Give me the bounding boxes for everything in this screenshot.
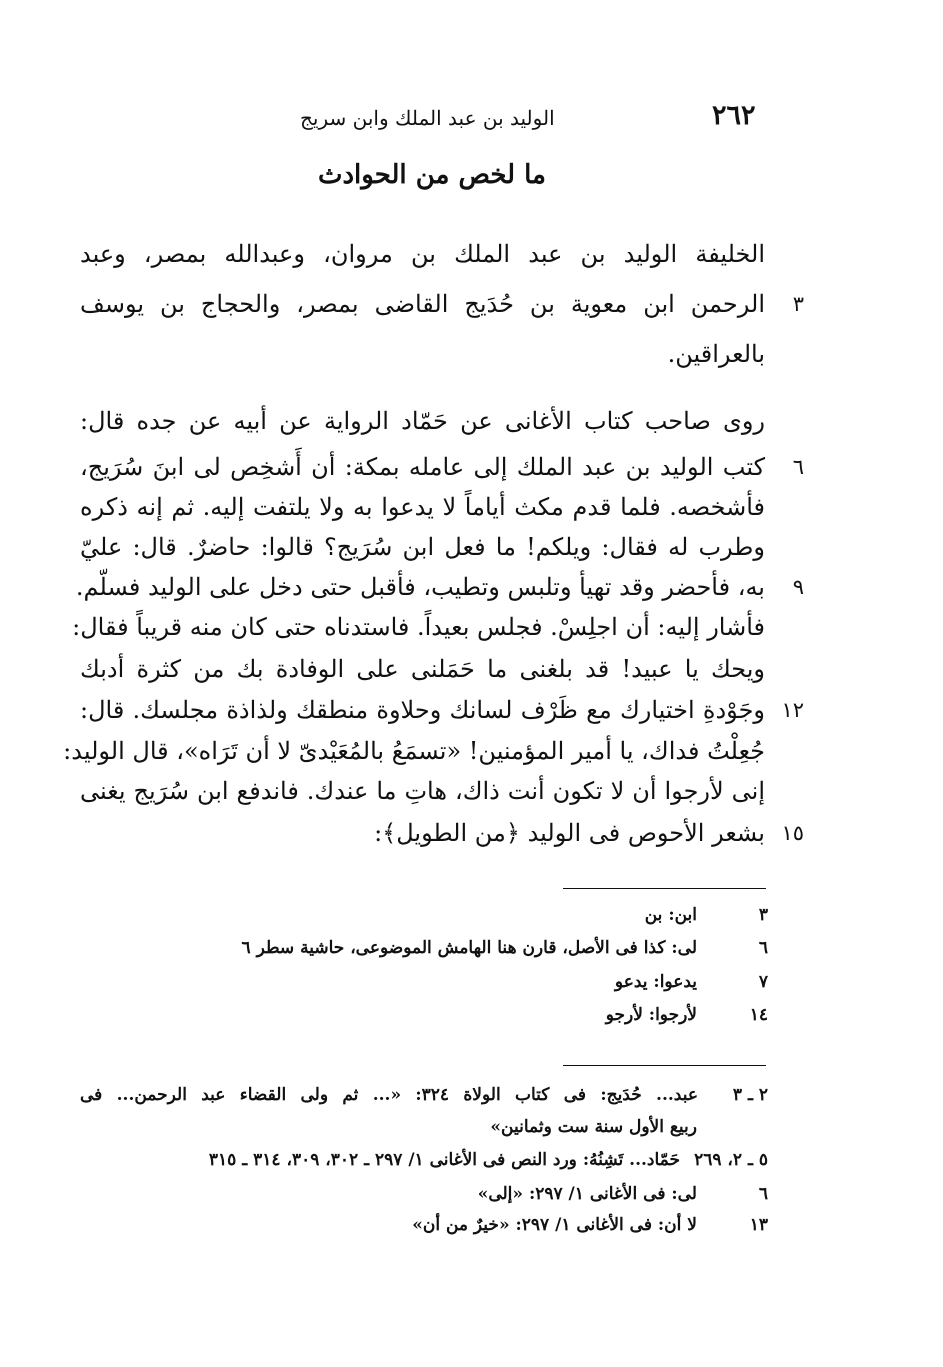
note-number: ٣ bbox=[758, 905, 768, 925]
body-line: روى صاحب كتاب الأغانى عن حَمّاد الرواية عن أبيه عن جده قال: bbox=[80, 407, 765, 435]
body-line: الخليفة الوليد بن عبد الملك بن مروان، وعبدالله بمصر، وعبد bbox=[80, 240, 765, 268]
line-number: ٣ bbox=[792, 292, 804, 316]
source-note: لى: فى الأغانى ١/ ٢٩٧: «إلى» bbox=[477, 1184, 697, 1204]
body-line: فأشخصه. فلما قدم مكث أياماً لا يدعوا به ولا يلتفت إليه. ثم إنه ذكره bbox=[80, 493, 765, 521]
line-number: ٦ bbox=[792, 455, 804, 479]
source-note: لا أن: فى الأغانى ١/ ٢٩٧: «خيرٌ من أن» bbox=[412, 1215, 697, 1235]
body-line: ويحك يا عبيد! قد بلغنى ما حَمَلنى على الوفادة بك من كثرة أدبك bbox=[80, 655, 765, 683]
apparatus-note: لأرجوا: لأرجو bbox=[605, 1005, 697, 1025]
note-number: ٧ bbox=[758, 972, 768, 992]
note-number: ٥ ـ ٢، ٢٦٩ bbox=[694, 1150, 768, 1170]
body-line: فأشار إليه: أن اجلِسْ. فجلس بعيداً. فاستدناه حتى كان منه قريباً فقال: bbox=[72, 613, 765, 641]
line-number: ٩ bbox=[792, 575, 804, 599]
note-number: ٦ bbox=[758, 1184, 768, 1204]
apparatus-note: يدعوا: يدعو bbox=[614, 972, 697, 992]
page-number: ٢٦٢ bbox=[712, 100, 756, 131]
apparatus-note: ابن: بن bbox=[644, 905, 697, 925]
body-line: كتب الوليد بن عبد الملك إلى عامله بمكة: أن أَشخِص لى ابنَ سُرَيج، bbox=[80, 453, 765, 481]
apparatus-note: لى: كذا فى الأصل، قارن هنا الهامش الموضوعى، حاشية سطر ٦ bbox=[241, 938, 697, 958]
body-line: الرحمن ابن معوية بن حُدَيج القاضى بمصر، والحجاج بن يوسف bbox=[80, 290, 765, 318]
section-title: ما لخص من الحوادث bbox=[318, 160, 546, 190]
running-head: الوليد بن عبد الملك وابن سريج bbox=[300, 106, 555, 130]
note-number: ٦ bbox=[758, 938, 768, 958]
footnote-rule bbox=[563, 1065, 766, 1066]
footnote-rule bbox=[563, 888, 766, 889]
body-line: وطرب له فقال: ويلكم! ما فعل ابن سُرَيج؟ قالوا: حاضرٌ. قال: عليّ bbox=[80, 533, 765, 561]
source-note: عبد... حُدَيج: فى كتاب الولاة ٣٢٤: «... ثم ولى القضاء عبد الرحمن... فى bbox=[80, 1085, 698, 1105]
body-line: إنى لأرجوا أن لا تكون أنت ذاك، هاتِ ما عندك. فاندفع ابن سُرَيج يغنى bbox=[80, 777, 765, 805]
note-number: ٢ ـ ٣ bbox=[732, 1085, 768, 1105]
body-line: وجَوْدةِ اختيارك مع ظَرْف لسانك وحلاوة منطقك ولذاذة مجلسك. قال: bbox=[80, 696, 765, 724]
source-note-continuation: ربيع الأول سنة ست وثمانين» bbox=[490, 1117, 697, 1137]
source-note: حَمّاد... تَشِنُهُ: ورد النص فى الأغانى ١/ ٢٩٧ ـ ٣٠٢، ٣٠٩، ٣١٤ ـ ٣١٥ bbox=[208, 1150, 680, 1170]
body-line: جُعِلْتُ فداك، يا أمير المؤمنين! «تسمَعُ بالمُعَيْدىّ لا أن تَرَاه»، قال الوليد: bbox=[63, 737, 765, 765]
body-line: بالعراقين. bbox=[667, 340, 765, 368]
body-line: به، فأحضر وقد تهيأ وتلبس وتطيب، فأقبل حتى دخل على الوليد فسلّم. bbox=[75, 573, 765, 601]
note-number: ١٣ bbox=[749, 1215, 768, 1235]
body-line: بشعر الأحوص فى الوليد ﴿من الطويل﴾: bbox=[374, 819, 765, 847]
note-number: ١٤ bbox=[749, 1005, 768, 1025]
line-number: ١٢ bbox=[781, 698, 804, 722]
line-number: ١٥ bbox=[781, 821, 804, 845]
